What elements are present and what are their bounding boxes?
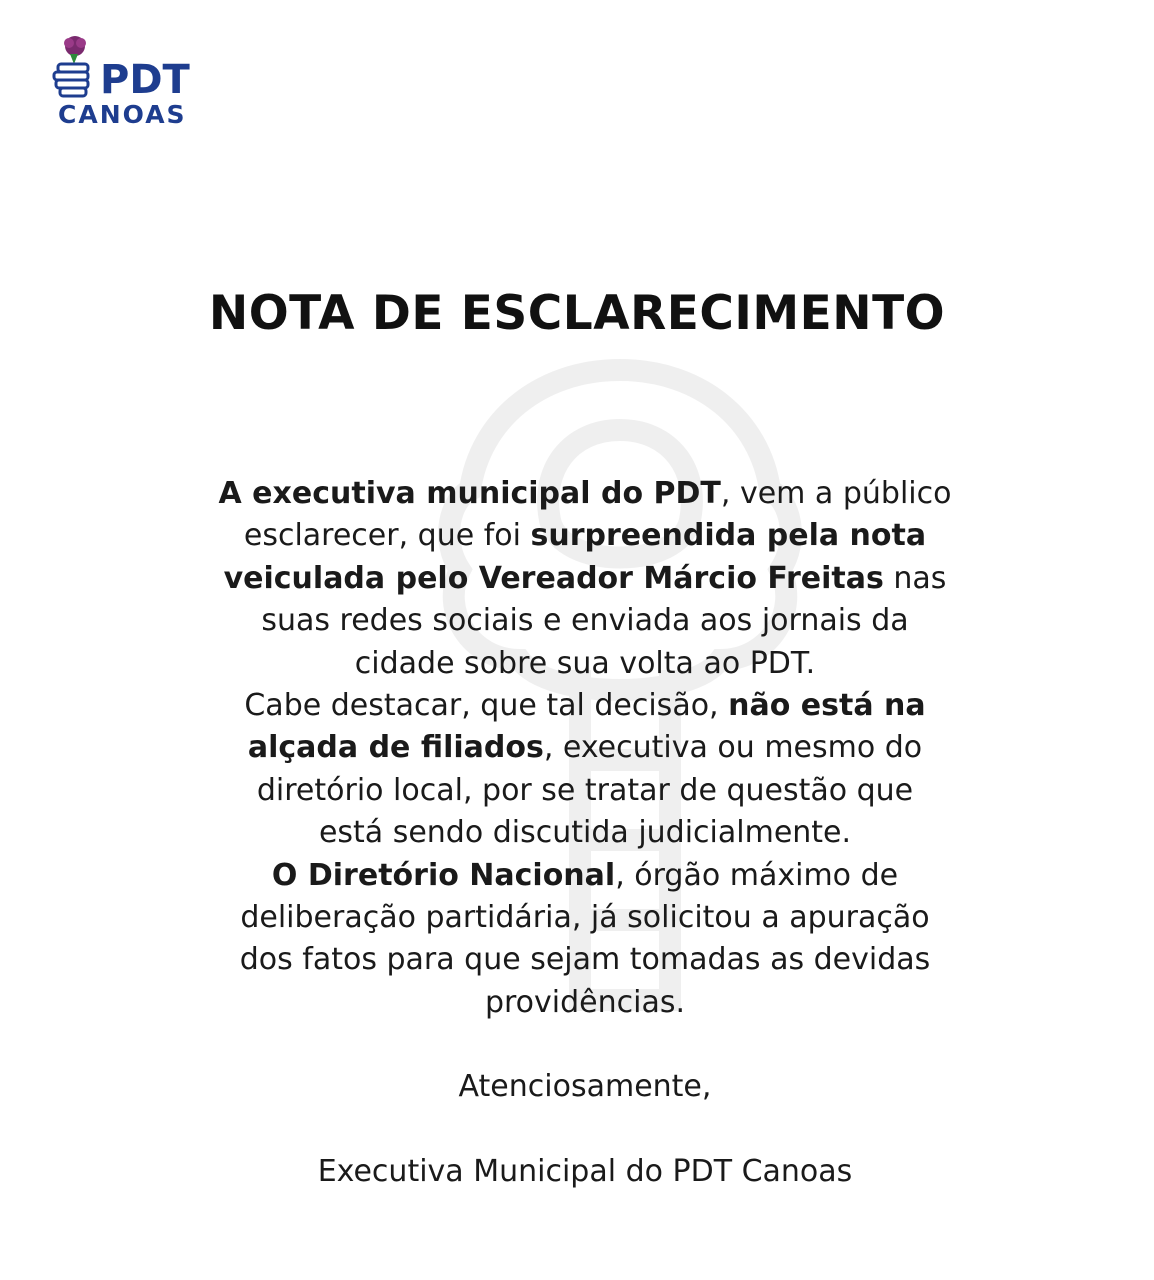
body-line-5: cidade sobre sua volta ao PDT.	[354, 645, 816, 681]
pdt-canoas-logo	[48, 34, 188, 134]
body-line-11: deliberação partidária, já solicitou a apuração	[240, 900, 930, 936]
bold-phrase: A executiva municipal do PDT	[218, 476, 721, 511]
body-line-10	[150, 855, 1020, 897]
logo-city-text: CANOAS	[58, 100, 187, 129]
body-line-7	[150, 727, 1020, 769]
body-line-12: dos fatos para que sejam tomadas as devidas	[239, 942, 931, 978]
plain-phrase: esclarecer, que foi	[243, 518, 531, 554]
bold-phrase: surpreendida pela nota	[530, 518, 927, 554]
logo-brand-text: PDT	[100, 57, 190, 103]
body-line-1	[150, 473, 1020, 515]
body-line-6	[150, 685, 1020, 727]
page-title: NOTA DE ESCLARECIMENTO	[208, 286, 946, 341]
body-line-2	[150, 515, 1020, 557]
bold-phrase: não está na	[728, 688, 926, 724]
bold-phrase: O Diretório Nacional	[271, 857, 616, 893]
body-line-13: providências.	[484, 984, 686, 1020]
plain-phrase: Cabe destacar, que tal decisão,	[244, 688, 729, 724]
body-line-4: suas redes sociais e enviada aos jornais da	[261, 603, 909, 639]
bold-phrase: veiculada pelo Vereador Márcio Freitas	[223, 560, 884, 596]
body-paragraph	[150, 473, 1020, 1024]
bold-phrase: alçada de filiados	[247, 730, 544, 766]
sign-off: Atenciosamente,	[458, 1069, 712, 1104]
plain-phrase: , executiva ou mesmo do	[543, 730, 923, 766]
signature: Executiva Municipal do PDT Canoas	[317, 1154, 853, 1189]
body-line-3	[150, 558, 1020, 600]
body-line-9: está sendo discutida judicialmente.	[318, 815, 852, 851]
plain-phrase: , vem a público	[720, 476, 952, 511]
rose-fist-icon	[48, 34, 98, 104]
plain-phrase: nas	[883, 560, 947, 596]
body-line-8: diretório local, por se tratar de questão que	[256, 772, 914, 808]
plain-phrase: , órgão máximo de	[615, 857, 899, 893]
